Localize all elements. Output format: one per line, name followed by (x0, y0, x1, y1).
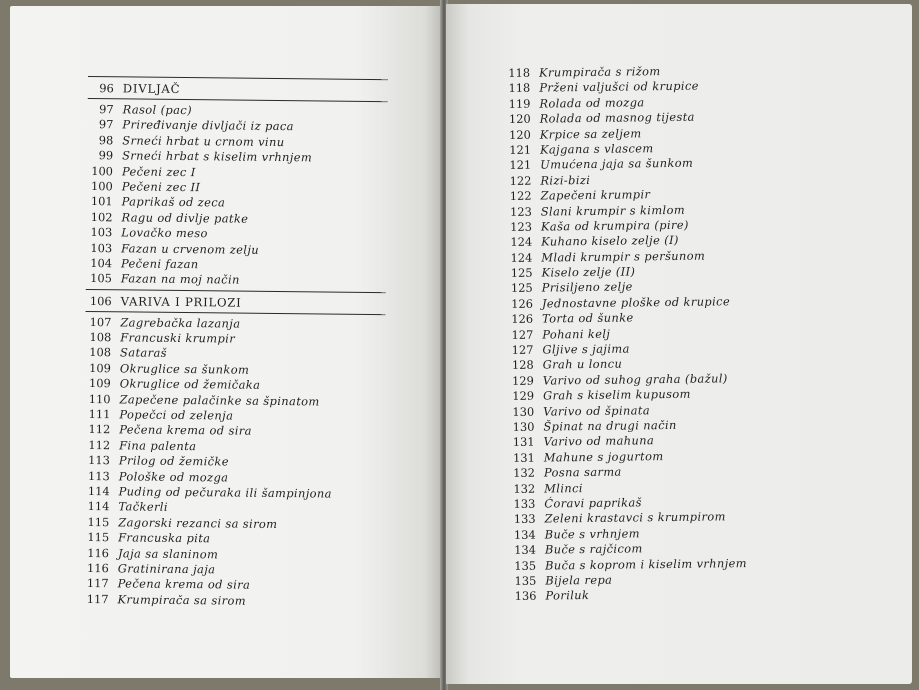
toc-title: Lovačko meso (121, 225, 208, 241)
toc-title: Priređivanje divljači iz paca (122, 117, 294, 134)
toc-page-number: 99 (98, 148, 114, 163)
toc-title: Pečeni fazan (120, 256, 199, 272)
toc-title: Varivo od mahuna (543, 433, 655, 449)
toc-title: Jednostavne ploške od krupice (541, 294, 731, 311)
toc-page-number: 116 (87, 560, 109, 576)
toc-title: Varivo od špinata (543, 402, 651, 419)
toc-title: Torta od šunke (542, 310, 634, 326)
toc-title: Gljive s jajima (542, 341, 630, 357)
toc-page-number: 132 (513, 481, 536, 496)
toc-page-number: 109 (88, 376, 111, 391)
toc-page-number: 108 (89, 330, 112, 345)
toc-title: Pečeni zec I (121, 163, 196, 179)
toc-page-number: 129 (512, 373, 534, 388)
toc-title: Kajgana s vlascem (539, 141, 654, 157)
toc-page-number: 134 (514, 542, 536, 558)
toc-title: Jaja sa slaninom (117, 545, 219, 561)
toc-page-number: 118 (508, 65, 531, 80)
toc-title: Krumpirača sa sirom (117, 592, 247, 608)
toc-page-number: 130 (512, 404, 535, 419)
left-page (10, 6, 442, 678)
toc-page-number: 133 (513, 511, 536, 527)
toc-page-number: 115 (87, 530, 110, 545)
right-toc-list (504, 62, 841, 605)
toc-page-number: 110 (88, 391, 111, 406)
toc-title: Grah u loncu (542, 356, 623, 372)
toc-title: Mlinci (544, 480, 583, 496)
toc-title: Buče s rajčicom (544, 541, 643, 557)
toc-page-number: 126 (511, 296, 533, 311)
toc-page-number: 127 (511, 342, 534, 357)
toc-title: Fazan u crvenom zelju (121, 240, 260, 257)
toc-page-number: 107 (89, 314, 112, 329)
toc-title: Kiselo zelje (II) (541, 264, 636, 280)
toc-page-number: 97 (99, 102, 114, 117)
toc-title: Mladi krumpir s peršunom (541, 248, 706, 265)
toc-page-number: 100 (91, 178, 113, 194)
toc-title: Ćoravi paprikaš (544, 495, 642, 511)
toc-page-number: 114 (87, 499, 110, 514)
toc-page-number: 116 (87, 545, 110, 560)
toc-page-number: 98 (98, 132, 114, 148)
toc-page-number: 104 (90, 255, 113, 271)
toc-page-number: 134 (513, 527, 536, 542)
toc-title: Puding od pečuraka ili šampinjona (118, 484, 332, 501)
toc-page-number: 121 (509, 142, 532, 157)
toc-page-number: 129 (512, 388, 535, 404)
toc-title: Buča s koprom i kiselim vrhnjem (545, 555, 748, 573)
toc-page-number: 135 (514, 573, 537, 588)
toc-title: Francuska pita (118, 530, 211, 546)
toc-title: Krumpirača s rižom (538, 64, 661, 80)
toc-title: Pološke od mozga (118, 468, 229, 485)
toc-page-number: 111 (88, 407, 111, 422)
toc-page-number: 133 (513, 496, 536, 511)
toc-page-number: 121 (509, 158, 532, 173)
toc-title: Zagorski rezanci sa sirom (118, 515, 278, 531)
toc-title: Srneći hrbat u crnom vinu (122, 133, 285, 149)
toc-page-number: 97 (98, 117, 114, 132)
toc-title: Prilog od žemičke (118, 453, 229, 469)
toc-title: Buče s vrhnjem (544, 526, 640, 542)
toc-title: Kuhano kiselo zelje (I) (541, 233, 679, 249)
toc-title: Prženi valjušci od krupice (539, 79, 699, 95)
toc-entry (82, 592, 382, 611)
toc-page-number: 103 (90, 225, 113, 240)
toc-page-number: 103 (90, 240, 113, 255)
toc-title: Zagrebačka lazanja (120, 315, 241, 331)
toc-page-number: 132 (513, 465, 536, 481)
left-toc-list (82, 74, 388, 610)
toc-entry (510, 585, 840, 604)
toc-title: Mahune s jogurtom (543, 448, 664, 465)
toc-title: Umućena jaja sa šunkom (540, 156, 694, 172)
toc-title: Bijela repa (545, 572, 613, 588)
toc-section-heading (88, 76, 388, 102)
toc-page-number: 112 (88, 437, 111, 453)
toc-title: Rizi-bizi (540, 172, 591, 188)
toc-page-number: 106 (89, 293, 112, 308)
toc-title: Popečci od zelenja (119, 407, 234, 423)
toc-title: Posna sarma (543, 464, 622, 480)
toc-title: Okruglice od žemičaka (119, 376, 261, 393)
toc-title: Rolada od masnog tijesta (539, 109, 695, 126)
toc-page-number: 109 (89, 360, 111, 376)
toc-page-number: 119 (508, 96, 531, 111)
toc-title: DIVLJAČ (122, 81, 181, 96)
toc-page-number: 123 (510, 219, 533, 234)
toc-title: Pohani kelj (542, 326, 611, 342)
toc-page-number: 117 (86, 576, 109, 591)
toc-page-number: 131 (512, 450, 535, 465)
toc-title: Francuski krumpir (120, 330, 236, 346)
toc-page-number: 117 (86, 591, 109, 606)
toc-title: Zapečene palačinke sa špinatom (119, 391, 320, 409)
toc-page-number: 113 (88, 453, 111, 468)
toc-title: Fina palenta (119, 438, 197, 453)
toc-page-number: 100 (91, 163, 114, 178)
toc-title: Kaša od krumpira (pire) (540, 217, 689, 234)
toc-page-number: 124 (510, 234, 533, 250)
toc-page-number: 122 (509, 188, 532, 204)
toc-title: Sataraš (120, 345, 168, 361)
toc-title: Varivo od suhog graha (bažul) (542, 371, 728, 388)
toc-page-number: 124 (510, 250, 533, 265)
toc-page-number: 122 (509, 173, 532, 188)
toc-page-number: 115 (87, 514, 110, 530)
toc-title: Poriluk (545, 588, 590, 603)
toc-title: Slani krumpir s kimlom (540, 202, 686, 219)
toc-page-number: 136 (514, 588, 537, 604)
toc-page-number: 127 (511, 327, 534, 342)
toc-page-number: 105 (90, 271, 112, 286)
toc-page-number: 96 (99, 81, 114, 96)
toc-page-number: 118 (508, 81, 531, 96)
toc-title: Fazan na moj način (120, 271, 240, 287)
toc-title: Tačkerli (118, 499, 169, 515)
toc-title: Okruglice sa šunkom (119, 361, 250, 377)
toc-page-number: 128 (511, 358, 534, 373)
toc-page-number: 102 (90, 209, 113, 224)
toc-page-number: 113 (87, 468, 110, 483)
toc-page-number: 135 (514, 558, 537, 573)
toc-page-number: 114 (87, 484, 110, 499)
toc-page-number: 112 (88, 422, 111, 437)
toc-page-number: 120 (509, 127, 531, 142)
toc-title: Rasol (pac) (122, 102, 193, 118)
toc-title: Pečeni zec II (121, 179, 201, 195)
toc-title: Pečena krema od sira (117, 576, 251, 593)
toc-title: Pečena krema od sira (119, 422, 252, 439)
toc-page-number: 125 (510, 281, 533, 296)
toc-section-heading (86, 289, 386, 315)
toc-title: Grah s kiselim kupusom (542, 386, 691, 403)
toc-page-number: 123 (509, 204, 532, 219)
toc-title: Srneći hrbat s kiselim vrhnjem (122, 148, 313, 165)
toc-page-number: 126 (511, 311, 534, 327)
toc-page-number: 125 (510, 265, 533, 281)
toc-title: Zapečeni krumpir (540, 187, 651, 203)
right-page (446, 4, 912, 684)
toc-page-number: 131 (512, 435, 535, 450)
toc-title: Zeleni krastavci s krumpirom (544, 509, 726, 526)
toc-title: VARIVA I PRILOZI (120, 294, 242, 310)
toc-title: Paprikaš od zeca (121, 194, 226, 210)
toc-page-number: 130 (512, 419, 535, 434)
toc-title: Ragu od divlje patke (121, 210, 249, 226)
toc-title: Gratinirana jaja (117, 561, 216, 577)
toc-entry (86, 271, 386, 290)
toc-title: Rolada od mozga (539, 95, 645, 111)
toc-page-number: 101 (90, 194, 113, 209)
toc-page-number: 108 (89, 345, 112, 360)
toc-title: Krpice sa zeljem (539, 125, 642, 142)
toc-title: Špinat na drugi način (543, 417, 677, 434)
toc-page-number: 120 (508, 111, 531, 127)
toc-title: Prisiljeno zelje (541, 279, 633, 296)
